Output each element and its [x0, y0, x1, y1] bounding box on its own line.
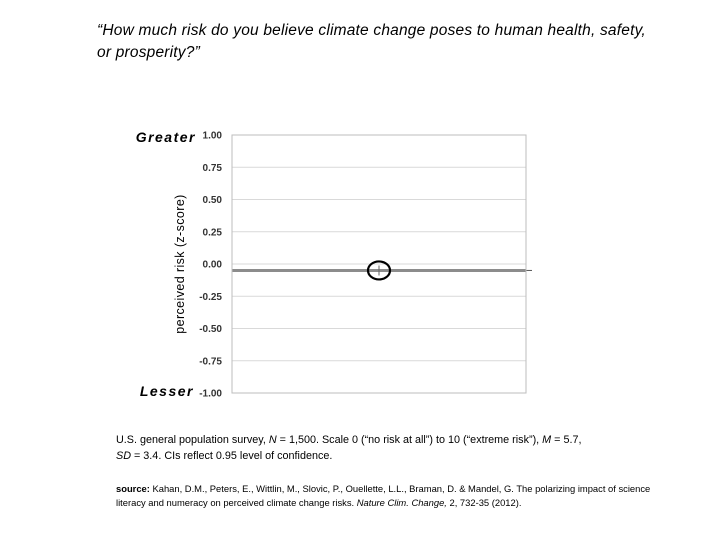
note-sd-value: = 3.4. CIs reflect 0.95 level of confidence. [131, 450, 333, 462]
y-tick-label: 0.75 [202, 162, 222, 174]
note-text: U.S. general population survey, [116, 434, 269, 446]
y-tick-label: 1.00 [202, 130, 222, 142]
source-citation [116, 482, 676, 509]
y-tick-label: 0.50 [202, 195, 222, 206]
y-tick-label: -1.00 [199, 388, 222, 400]
note-sd-label: SD [116, 450, 131, 462]
lesser-end-label: Lesser [139, 383, 194, 399]
survey-note [116, 432, 636, 464]
note-m-value: = 5.7, [551, 434, 582, 446]
note-m-label: M [542, 434, 552, 446]
y-tick-label: 0.00 [202, 259, 222, 271]
y-tick-label: 0.25 [202, 227, 222, 239]
source-volume-pages: 2, 732-35 (2012). [446, 496, 522, 508]
note-n-value: = 1,500. Scale 0 (“no risk at all”) to 10 (“extreme risk”), [276, 434, 543, 446]
greater-end-label: Greater [135, 129, 196, 145]
y-tick-label: -0.25 [199, 291, 222, 303]
note-n-label: N [268, 434, 277, 446]
y-tick-label: -0.75 [199, 356, 222, 368]
source-label: source: [116, 483, 150, 494]
chart-question-title: “How much risk do you believe climate change poses to human health, safety, or prosperity?” [97, 22, 646, 61]
source-authors: Kahan, D.M., Peters, E., Wittlin, M., Slovic, P., Ouellette, L.L., Braman, D. & Mandel, G. The polarizing impact of science literacy and numeracy on perceived climate change risks. [116, 483, 651, 508]
y-tick-label: -0.50 [199, 324, 222, 335]
source-journal: Nature Clim. Change, [356, 496, 447, 508]
y-axis-label: perceived risk (z-score) [173, 194, 187, 334]
